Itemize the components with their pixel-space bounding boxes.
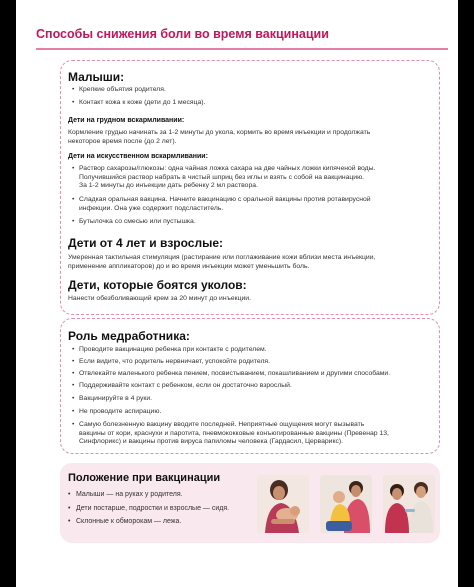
- older-text-line: Умеренная тактильная стимуляция (растирание или поглаживание кожи вблизи места инъекции,: [68, 254, 376, 261]
- list-item: • Проводите вакцинацию ребенка при контакте с родителем.: [72, 346, 434, 355]
- seated-vaccination-photo: [383, 475, 435, 533]
- breastfeeding-heading: Дети на грудном вскармливании:: [68, 117, 185, 124]
- list-item: • Отвлекайте маленького ребенка пением, посвистыванием, покашливанием и другими способами.: [72, 370, 434, 379]
- list-item: • Контакт кожа к коже (дети до 1 месяца).: [72, 99, 434, 108]
- list-item: • Склонные к обморокам — лежа.: [68, 518, 181, 525]
- list-item: • Бутылочка со смесью или пустышка.: [72, 218, 434, 227]
- list-item-continuation: Получившийся раствор набрать в чистый шприц без иглы и взять с собой на вакцинацию.: [79, 173, 365, 181]
- list-item: • Не проводите аспирацию.: [72, 408, 434, 417]
- afraid-heading: Дети, которые боятся уколов:: [68, 278, 247, 292]
- list-item-continuation: инфекции. Она уже содержит подсластитель.: [79, 204, 224, 212]
- list-item: • Крепкие объятия родителя.: [72, 86, 434, 95]
- list-item: • Поддерживайте контакт с ребенком, если он достаточно взрослый.: [72, 382, 434, 391]
- breastfeeding-text-line: некоторое время после (до 2 лет).: [68, 137, 177, 145]
- list-item: • Дети постарше, подростки и взрослые — сидя.: [68, 505, 229, 512]
- list-item-continuation: За 1-2 минуты до инъекции дать ребенку 2 мл раствора.: [79, 182, 258, 190]
- worker-heading: Роль медработника:: [68, 329, 190, 343]
- older-heading: Дети от 4 лет и взрослые:: [68, 236, 224, 250]
- older-text-line: применение аппликаторов) до и во время инъекции может уменьшить боль.: [68, 262, 310, 270]
- parent-holding-baby-photo: [257, 475, 309, 533]
- list-item: • Если видите, что родитель нервничает, успокойте родителя.: [72, 358, 434, 367]
- list-item: • Малыши — на руках у родителя.: [68, 491, 183, 498]
- list-item-continuation: вакцины от кори, краснухи и паротита, пневмококковые конъюгированные вакцины (Превенар 13,: [79, 429, 389, 437]
- position-heading: Положение при вакцинации: [68, 472, 221, 484]
- artificial-heading: Дети на искусственном вскармливании:: [68, 153, 208, 160]
- page-title: Способы снижения боли во время вакцинации: [36, 27, 329, 41]
- child-on-lap-photo: [320, 475, 372, 533]
- list-item: • Самую болезненную вакцину вводите последней. Неприятные ощущения могут вызывать: [72, 421, 434, 430]
- afraid-text: Нанести обезболивающий крем за 20 минут до инъекции.: [68, 295, 251, 302]
- title-divider: [36, 48, 448, 50]
- infants-heading: Малыши:: [68, 70, 125, 84]
- list-item: • Вакцинируйте в 4 руки.: [72, 395, 434, 404]
- breastfeeding-text-line: Кормление грудью начинать за 1-2 минуты до укола, кормить во время инъекции и продолжать: [68, 129, 371, 136]
- list-item-continuation: Синфлорикс) и вакцины против вируса папиломы человека (Гардасил, Церварикс).: [79, 438, 344, 446]
- list-item: • Сладкая оральная вакцина. Начните вакцинацию с оральной вакцины против ротавирусной: [72, 196, 434, 205]
- list-item: • Раствор сахарозы/глюкозы: одна чайная ложка сахара на две чайных ложки кипяченой воды.: [72, 165, 434, 174]
